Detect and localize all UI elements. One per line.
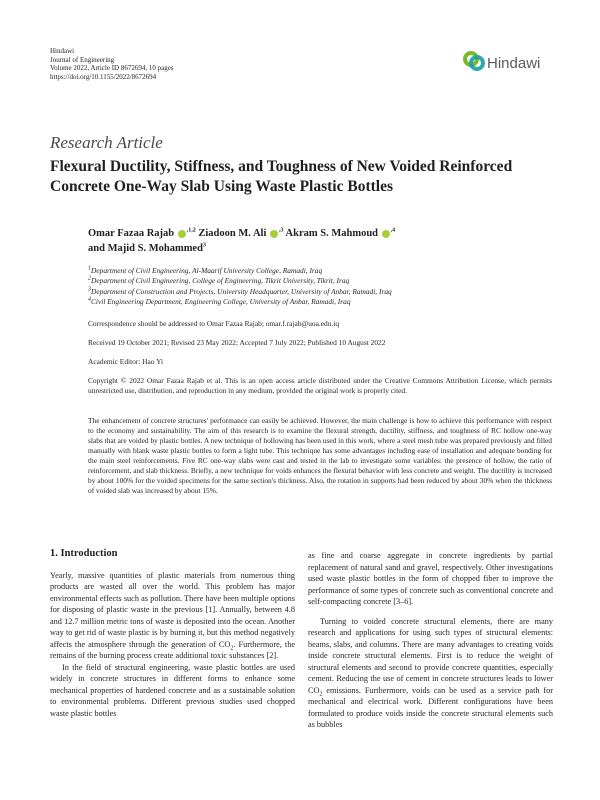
hindawi-logo [462,43,554,87]
author-name[interactable]: Akram S. Mahmoud [285,228,379,239]
academic-editor: Academic Editor: Hao Yi [88,357,164,366]
author-affil: ,1,2 [186,227,196,234]
orcid-icon[interactable] [178,230,186,238]
logo-text: Hindawi [487,55,541,72]
paragraph: In the field of structural engineering, waste plastic bottles are used widely in concrete structures in different forms to enhance some mechanical properties of hardened concrete and as a sustainable solution to environmental problems. Different previous studies used chopped waste plastic bottles [50,662,295,718]
article-dates: Received 19 October 2021; Revised 23 May 2022; Accepted 7 July 2022; Published 10 August 2022 [88,338,386,347]
orcid-icon[interactable] [270,230,278,238]
publisher-name: Hindawi [50,47,75,55]
affiliation: $^3$Department of Construction and Projects, University Headquarter, University of Anbar, Ramadi, Iraq [88,286,392,296]
copyright-notice: Copyright © 2022 Omar Fazaa Rajab et al. This is an open access article distributed under the Creative Commons Attribution License, which permits unrestricted use, distribution, and reproduction in any medium, provided the original work is properly cited. [88,376,552,395]
affiliation: $^2$Department of Civil Engineering, College of Engineering, Tikrit University, Tikrit, Iraq [88,275,350,286]
affiliation: $^1$Department of Civil Engineering, Al-Maarif University College, Ramadi, Iraq [88,265,323,275]
author-affil: ,4 [390,227,396,234]
affiliation: $^4$Civil Engineering Department, Engineering College, University of Anbar, Ramadi, Iraq [88,296,351,306]
left-column [50,548,295,719]
volume-info: Volume 2022, Article ID 8672694, 10 pages [50,64,174,73]
correspondence: Correspondence should be addressed to Omar Fazaa Rajab; omar.f.rajab@uoa.edu.iq [88,319,340,328]
author-list [88,227,548,256]
author-name[interactable]: Omar Fazaa Rajab [88,228,175,239]
section-heading: 1. Introduction [50,548,118,559]
article-type: Research Article [50,133,163,152]
article-title: Flexural Ductility, Stiffness, and Toughness of New Voided Reinforced Concrete One-Way Slab Using Waste Plastic Bottles [50,158,513,195]
author-name[interactable]: Majid S. Mohammed [107,242,203,254]
paragraph: Yearly, massive quantities of plastic materials from numerous thing products are wasted all over the world. This problem has major environmental effects such as pollution. There have been multiple options for disposing of plastic waste in the previous [1]. Annually, between 4.8 and 12.7 million metric tons of waste is deposited into the ocean. Another way to get rid of waste plastic is by burning it, but this method negatively affects the atmosphere through the generation of $CO_2$. Furthermore, the remains of the burning process create additional toxic substances [2]. [50,570,295,660]
paragraph: as fine and coarse aggregate in concrete ingredients by partial replacement of natural sand and gravel, respectively. Other investigations used waste plastic bottles in the form of chopped fiber to improve the performance of some types of concrete such as conventional concrete and self-compacting concrete [3–6]. [308,551,553,606]
journal-meta [50,47,174,81]
orcid-icon[interactable] [382,230,390,238]
journal-name: Journal of Engineering [50,55,115,64]
right-column [308,550,553,731]
author-affil: 3 [202,242,206,248]
author-affil: ,3 [279,227,284,234]
author-name[interactable]: Ziadoon M. Ali [198,228,267,239]
paragraph: Turning to voided concrete structural elements, there are many research and applications for using such types of structural elements: beams, slabs, and columns. There are many advantages to creating voids inside concrete structural elements. First is to reduce the weight of structural elements and second to provide concrete quantities, especially cement. Reducing the use of cement in concrete structures leads to lower $CO_2$ emissions. Furthermore, voids can be used as a service path for mechanical and electrical work. Different configurations have been formulated to produce voids inside the concrete structural elements such as bubbles [308,616,553,729]
doi-link[interactable]: https://doi.org/10.1155/2022/8672694 [50,72,157,81]
author-and: and [88,242,105,254]
abstract: The enhancement of concrete structures' performance can easily be achieved. However, the main challenge is how to achieve this performance with respect to the economy and sustainability. The aim of this research is to examine the flexural strength, ductility, stiffness, and toughness of RC hollow one-way slabs that are voided by plastic bottles. A new technique of hollowing has been used in this work, where a steel mesh tube was prepared previously and filled manually with blank waste plastic bottles to form a light tube. This technique has some advantages including ease of installation and adequate bonding for the main steel reinforcements. Five RC one-way slabs were cast and tested in the lab to investigate some variables: the presence of hollow, the ratio of reinforcement, and slab thickness. Briefly, a new technique for voids enhances the flexural behavior with less concrete and weight. The ductility is increased by about 100% for the voided specimens for the same section's thickness. Also, the rotation in supports had been reduced by about 30% when the thickness of voided slab was increased by about 15%. [88,416,552,495]
affiliations [88,266,558,307]
